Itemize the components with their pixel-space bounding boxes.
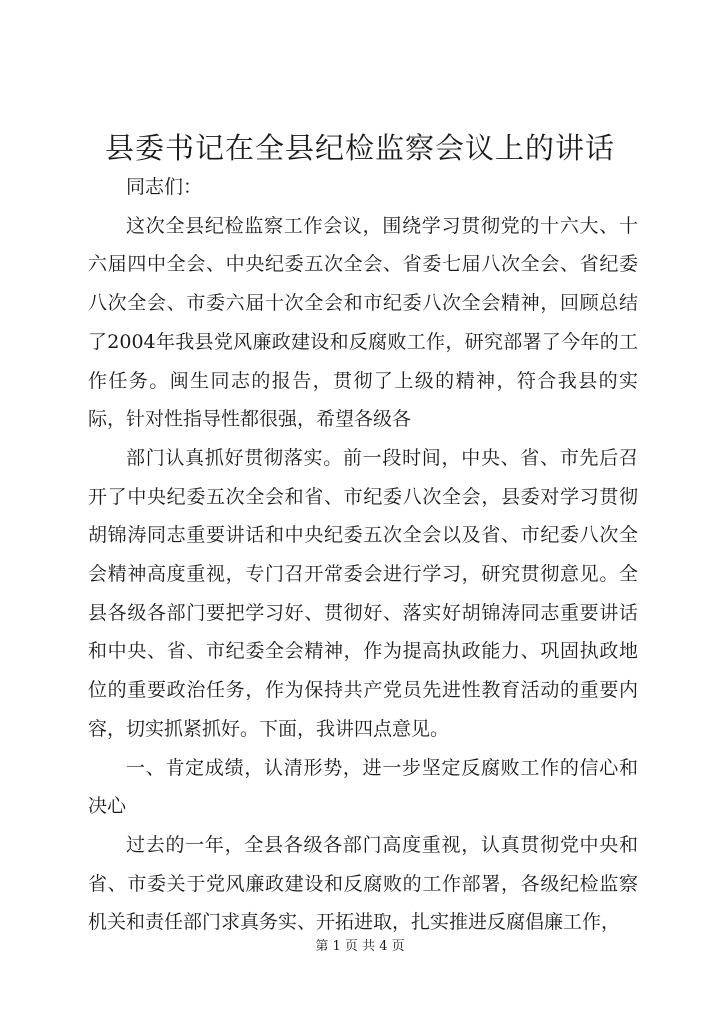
salutation: 同志们： [126, 176, 203, 198]
section-heading-1: 一、肯定成绩，认清形势，进一步坚定反腐败工作的信心和决心 [88, 756, 638, 818]
paragraph-1: 这次全县纪检监察工作会议，围绕学习贯彻党的十六大、十六届四中全会、中央纪委五次全会、省委七届八次全会、省纪委八次全会、市委六届十次全会和市纪委八次全会精神，回顾总结了2004年我县党风廉政建设和反腐败工作，研究部署了今年的工作任务。闽生同志的报告，贯彻了上级的精神，符合我县的实际，针对性指导性都很强，希望各级各 [88, 214, 638, 431]
document-title: 县委书记在全县纪检监察会议上的讲话 [104, 131, 615, 165]
paragraph-3: 过去的一年，全县各级各部门高度重视，认真贯彻党中央和省、市委关于党风廉政建设和反腐败的工作部署，各级纪检监察机关和责任部门求真务实、开拓进取，扎实推进反腐倡廉工作， [88, 833, 638, 934]
paragraph-2: 部门认真抓好贯彻落实。前一段时间，中央、省、市先后召开了中央纪委五次全会和省、市纪委八次全会，县委对学习贯彻胡锦涛同志重要讲话和中央纪委五次全会以及省、市纪委八次全会精神高度重视，专门召开常委会进行学习，研究贯彻意见。全县各级各部门要把学习好、贯彻好、落实好胡锦涛同志重要讲话和中央、省、市纪委全会精神，作为提高执政能力、巩固执政地位的重要政治任务，作为保持共产党员先进性教育活动的重要内容，切实抓紧抓好。下面，我讲四点意见。 [88, 446, 638, 740]
page-number-footer: 第 1 页 共 4 页 [315, 939, 405, 954]
document-body [88, 168, 638, 942]
